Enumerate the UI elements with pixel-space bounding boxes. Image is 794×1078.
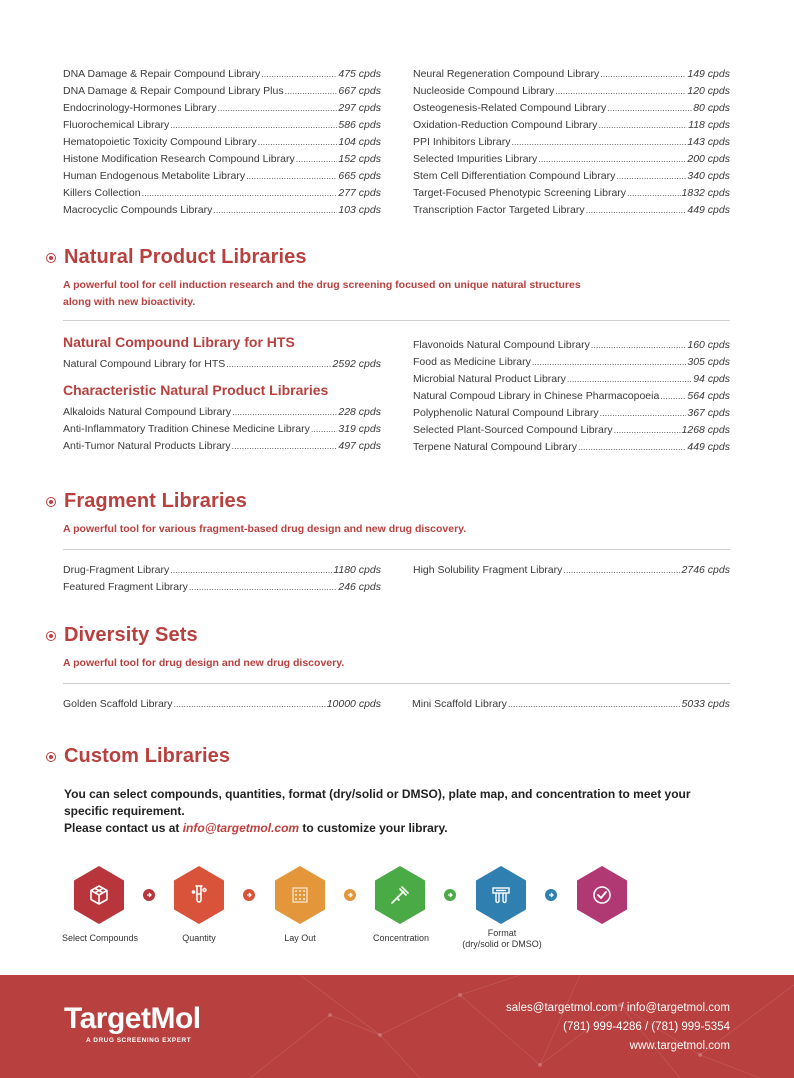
library-name: Drug-Fragment Library xyxy=(63,564,170,576)
section-bullet-icon xyxy=(46,631,56,641)
step-arrow-icon xyxy=(243,889,255,901)
compound-count: 319 cpds xyxy=(338,423,381,435)
library-row xyxy=(63,100,381,117)
natural-section-header xyxy=(46,246,307,269)
compound-count: 2746 cpds xyxy=(681,564,730,576)
library-name: Microbial Natural Product Library xyxy=(413,373,566,385)
dot-leader xyxy=(311,421,338,438)
natural-sub-title-hts: Natural Compound Library for HTS xyxy=(63,334,295,350)
contact-email-link[interactable]: sales@targetmol.com / info@targetmol.com xyxy=(505,1002,730,1014)
compound-count: 143 cpds xyxy=(687,136,730,148)
section-bullet-icon xyxy=(46,752,56,762)
natural-section-title: Natural Product Libraries xyxy=(64,246,307,268)
library-row xyxy=(63,202,381,219)
library-name: Food as Medicine Library xyxy=(413,356,531,368)
library-row xyxy=(63,151,381,168)
library-row xyxy=(413,117,730,134)
step-label-layout: Lay Out xyxy=(284,933,316,943)
dot-leader xyxy=(660,388,686,405)
compound-count: 475 cpds xyxy=(338,68,381,80)
dot-leader xyxy=(563,562,680,579)
library-row xyxy=(412,696,730,713)
format-step xyxy=(476,866,526,924)
dot-leader xyxy=(532,354,686,371)
dot-leader xyxy=(627,185,681,202)
library-name: Featured Fragment Library xyxy=(63,581,188,593)
library-row xyxy=(63,404,381,421)
compound-count: 103 cpds xyxy=(338,204,381,216)
library-name: Alkaloids Natural Compound Library xyxy=(63,406,232,418)
compound-count: 367 cpds xyxy=(687,407,730,419)
compound-count: 449 cpds xyxy=(687,204,730,216)
page-footer xyxy=(0,975,794,1078)
library-name: Endocrinology-Hormones Library xyxy=(63,102,217,114)
library-row xyxy=(413,354,730,371)
plate-grid-icon xyxy=(288,883,312,907)
compound-count: 277 cpds xyxy=(338,187,381,199)
dot-leader xyxy=(258,134,338,151)
compound-count: 228 cpds xyxy=(338,406,381,418)
step-label-format-sub: (dry/solid or DMSO) xyxy=(462,939,542,949)
dot-leader xyxy=(600,405,687,422)
dot-leader xyxy=(189,579,337,596)
section-bullet-icon xyxy=(46,497,56,507)
natural-section-description xyxy=(63,277,663,311)
dot-leader xyxy=(555,83,686,100)
custom-contact-email-link[interactable]: info@targetmol.com xyxy=(182,821,300,835)
step-arrow-icon xyxy=(143,889,155,901)
compound-count: 1832 cpds xyxy=(681,187,730,199)
fragment-divider xyxy=(63,549,730,550)
library-row xyxy=(63,579,381,596)
targetmol-logo xyxy=(64,1002,201,1044)
custom-section-header xyxy=(46,745,230,768)
dot-leader xyxy=(598,117,687,134)
library-name: Anti-Tumor Natural Products Library xyxy=(63,440,231,452)
library-name: Human Endogenous Metabolite Library xyxy=(63,170,246,182)
dot-leader xyxy=(174,696,326,713)
natural-sub-title-characteristic: Characteristic Natural Product Libraries xyxy=(63,382,329,398)
dot-leader xyxy=(578,439,686,456)
natural-right-column xyxy=(413,333,730,456)
custom-workflow-steps xyxy=(50,862,690,952)
diversity-left-column xyxy=(63,696,381,713)
compound-count: 10000 cpds xyxy=(326,698,381,710)
library-name: Fluorochemical Library xyxy=(63,119,170,131)
dot-leader xyxy=(511,134,686,151)
fragment-section-title: Fragment Libraries xyxy=(64,490,247,512)
library-name: Anti-Inflammatory Tradition Chinese Medicine Library xyxy=(63,423,310,435)
library-name: High Solubility Fragment Library xyxy=(413,564,563,576)
library-name: Nucleoside Compound Library xyxy=(413,85,555,97)
compound-count: 305 cpds xyxy=(687,356,730,368)
fragment-library-list xyxy=(63,562,730,596)
step-label-quantity: Quantity xyxy=(182,933,216,943)
dot-leader xyxy=(213,202,337,219)
custom-description xyxy=(64,786,714,837)
library-name: Natural Compoud Library in Chinese Pharmacopoeia xyxy=(413,390,660,402)
library-row xyxy=(63,356,381,373)
compound-count: 200 cpds xyxy=(687,153,730,165)
dot-leader xyxy=(614,422,681,439)
compound-count: 160 cpds xyxy=(687,339,730,351)
library-row xyxy=(63,562,381,579)
step-label-format xyxy=(452,928,552,950)
library-row xyxy=(413,562,730,579)
dot-leader xyxy=(142,185,338,202)
step-label-concentration: Concentration xyxy=(372,933,430,943)
compound-count: 297 cpds xyxy=(338,102,381,114)
library-name: Target-Focused Phenotypic Screening Library xyxy=(413,187,627,199)
fragment-section-description: A powerful tool for various fragment-based drug design and new drug discovery. xyxy=(63,523,467,535)
fragment-right-column xyxy=(413,562,730,596)
top-library-list xyxy=(63,66,730,219)
dot-leader xyxy=(246,168,337,185)
step-arrow-icon xyxy=(444,889,456,901)
library-name: Natural Compound Library for HTS xyxy=(63,358,226,370)
diversity-library-list xyxy=(63,696,730,713)
compound-count: 2592 cpds xyxy=(332,358,381,370)
library-row xyxy=(413,100,730,117)
library-name: Golden Scaffold Library xyxy=(63,698,173,710)
dot-leader xyxy=(285,83,338,100)
compound-count: 80 cpds xyxy=(693,102,730,114)
library-name: Flavonoids Natural Compound Library xyxy=(413,339,590,351)
fragment-left-column xyxy=(63,562,381,596)
compound-count: 5033 cpds xyxy=(681,698,730,710)
natural-hts-list xyxy=(63,356,381,373)
compound-count: 246 cpds xyxy=(338,581,381,593)
dot-leader xyxy=(567,371,692,388)
library-row xyxy=(63,696,381,713)
compound-count: 118 cpds xyxy=(688,119,730,131)
library-row xyxy=(413,439,730,456)
library-name: Oxidation-Reduction Compound Library xyxy=(413,119,598,131)
contact-website-link[interactable]: www.targetmol.com xyxy=(629,1040,730,1052)
dot-leader xyxy=(538,151,686,168)
library-name: DNA Damage & Repair Compound Library Plus xyxy=(63,85,284,97)
layout-step xyxy=(275,866,325,924)
compound-count: 94 cpds xyxy=(693,373,730,385)
dot-leader xyxy=(170,562,332,579)
diversity-section-header xyxy=(46,624,198,647)
contact-info xyxy=(506,999,730,1056)
library-row xyxy=(413,66,730,83)
custom-text-line-3 xyxy=(64,820,714,837)
dot-leader xyxy=(261,66,337,83)
dot-leader xyxy=(600,66,686,83)
library-name: Osteogenesis-Related Compound Library xyxy=(413,102,607,114)
library-name: Histone Modification Research Compound Library xyxy=(63,153,295,165)
library-row xyxy=(413,134,730,151)
custom-text-line-1: You can select compounds, quantities, format (dry/solid or DMSO), plate map, and concentration to meet your xyxy=(64,787,691,801)
dot-leader xyxy=(232,438,338,455)
library-name: Terpene Natural Compound Library xyxy=(413,441,578,453)
library-row xyxy=(63,83,381,100)
library-name: Polyphenolic Natural Compound Library xyxy=(413,407,599,419)
diversity-section-title: Diversity Sets xyxy=(64,624,198,646)
library-name: DNA Damage & Repair Compound Library xyxy=(63,68,261,80)
library-row xyxy=(63,185,381,202)
step-arrow-icon xyxy=(545,889,557,901)
check-icon xyxy=(590,883,614,907)
dot-leader xyxy=(232,404,337,421)
diversity-section-description: A powerful tool for drug design and new drug discovery. xyxy=(63,657,345,669)
compound-count: 149 cpds xyxy=(687,68,730,80)
dot-leader xyxy=(591,337,687,354)
top-list-left-column xyxy=(63,66,381,219)
compound-count: 104 cpds xyxy=(338,136,381,148)
compound-count: 120 cpds xyxy=(687,85,730,97)
section-bullet-icon xyxy=(46,253,56,263)
complete-step xyxy=(577,866,627,924)
step-arrow-icon xyxy=(344,889,356,901)
fragment-section-header xyxy=(46,490,247,513)
compound-count: 586 cpds xyxy=(338,119,381,131)
compound-count: 497 cpds xyxy=(338,440,381,452)
library-row xyxy=(413,168,730,185)
brand-name: TargetMol xyxy=(64,1002,201,1035)
cube-icon xyxy=(87,883,111,907)
dot-leader xyxy=(616,168,686,185)
test-tube-icon xyxy=(187,883,211,907)
step-label-format-main: Format xyxy=(487,928,517,938)
natural-left-column xyxy=(63,333,381,456)
custom-section-title: Custom Libraries xyxy=(64,745,231,767)
dot-leader xyxy=(607,100,692,117)
brand-tagline: A DRUG SCREENING EXPERT xyxy=(86,1037,192,1044)
compound-count: 665 cpds xyxy=(338,170,381,182)
dot-leader xyxy=(170,117,337,134)
step-label-select-compounds: Select Compounds xyxy=(61,933,139,943)
library-row xyxy=(413,151,730,168)
dot-leader xyxy=(218,100,338,117)
library-row xyxy=(63,66,381,83)
library-row xyxy=(413,337,730,354)
library-row xyxy=(413,202,730,219)
library-name: Transcription Factor Targeted Library xyxy=(413,204,585,216)
library-name: Selected Impurities Library xyxy=(413,153,538,165)
quantity-step xyxy=(174,866,224,924)
compound-count: 564 cpds xyxy=(687,390,730,402)
dropper-icon xyxy=(388,883,412,907)
compound-count: 667 cpds xyxy=(338,85,381,97)
tube-rack-icon xyxy=(489,883,513,907)
library-name: Neural Regeneration Compound Library xyxy=(413,68,600,80)
contact-phone: (781) 999-4286 / (781) 999-5354 xyxy=(563,1021,730,1033)
compound-count: 152 cpds xyxy=(338,153,381,165)
custom-text-line-2: specific requirement. xyxy=(64,804,185,818)
select-compounds-step xyxy=(74,866,124,924)
library-row xyxy=(63,438,381,455)
library-row xyxy=(413,185,730,202)
custom-contact-prefix: Please contact us at xyxy=(64,821,183,835)
library-row xyxy=(413,422,730,439)
natural-desc-line-1: A powerful tool for cell induction research and the drug screening focused on unique natural structures xyxy=(63,279,581,291)
dot-leader xyxy=(586,202,687,219)
library-name: Hematopoietic Toxicity Compound Library xyxy=(63,136,257,148)
compound-count: 449 cpds xyxy=(687,441,730,453)
custom-contact-suffix: to customize your library. xyxy=(299,821,448,835)
compound-count: 340 cpds xyxy=(687,170,730,182)
diversity-divider xyxy=(63,683,730,684)
library-row xyxy=(413,388,730,405)
diversity-right-column xyxy=(412,696,730,713)
library-row xyxy=(413,83,730,100)
library-name: Mini Scaffold Library xyxy=(412,698,507,710)
library-row xyxy=(63,117,381,134)
library-name: Killers Collection xyxy=(63,187,141,199)
dot-leader xyxy=(226,356,331,373)
library-name: PPI Inhibitors Library xyxy=(413,136,511,148)
library-name: Stem Cell Differentiation Compound Library xyxy=(413,170,616,182)
library-row xyxy=(63,168,381,185)
library-row xyxy=(413,405,730,422)
library-name: Macrocyclic Compounds Library xyxy=(63,204,213,216)
top-list-right-column xyxy=(413,66,730,219)
library-name: Selected Plant-Sourced Compound Library xyxy=(413,424,613,436)
concentration-step xyxy=(375,866,425,924)
dot-leader xyxy=(296,151,338,168)
natural-desc-line-2: along with new bioactivity. xyxy=(63,296,196,308)
compound-count: 1180 cpds xyxy=(333,564,381,576)
natural-divider xyxy=(63,320,730,321)
library-row xyxy=(63,134,381,151)
compound-count: 1268 cpds xyxy=(681,424,730,436)
dot-leader xyxy=(508,696,681,713)
library-row xyxy=(63,421,381,438)
natural-characteristic-list xyxy=(63,404,381,455)
natural-library-list xyxy=(63,333,730,456)
library-row xyxy=(413,371,730,388)
